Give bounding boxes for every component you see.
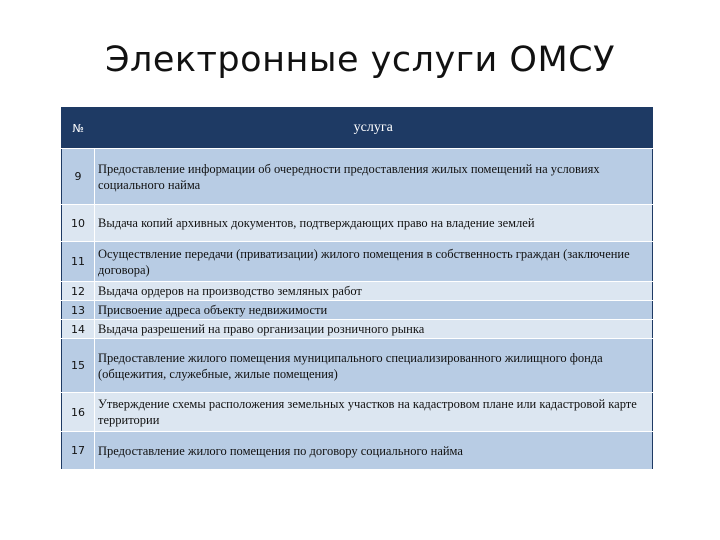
row-number: 9 <box>62 149 95 205</box>
table-row <box>62 205 653 242</box>
table-row <box>62 320 653 339</box>
row-number: 14 <box>62 320 95 339</box>
table-row <box>62 301 653 320</box>
row-number: 10 <box>62 205 95 242</box>
table-row <box>62 339 653 393</box>
service-name: Осуществление передачи (приватизации) жилого помещения в собственность граждан (заключение договора) <box>95 242 653 282</box>
row-number: 11 <box>62 242 95 282</box>
row-number: 12 <box>62 282 95 301</box>
table-header-row <box>62 108 653 149</box>
row-number: 17 <box>62 432 95 470</box>
service-name: Предоставление информации об очередности предоставления жилых помещений на условиях социального найма <box>95 149 653 205</box>
service-name: Присвоение адреса объекту недвижимости <box>95 301 653 320</box>
service-name: Предоставление жилого помещения по договору социального найма <box>95 432 653 470</box>
table-row <box>62 282 653 301</box>
table-row <box>62 242 653 282</box>
slide-title: Электронные услуги ОМСУ <box>105 40 615 80</box>
table-row <box>62 393 653 432</box>
table-row <box>62 149 653 205</box>
service-name: Выдача ордеров на производство земляных работ <box>95 282 653 301</box>
service-name: Утверждение схемы расположения земельных участков на кадастровом плане или кадастровой карте территории <box>95 393 653 432</box>
number-column-header: № <box>62 108 95 149</box>
row-number: 15 <box>62 339 95 393</box>
service-name: Выдача разрешений на право организации розничного рынка <box>95 320 653 339</box>
service-column-header: услуга <box>95 108 653 149</box>
row-number: 16 <box>62 393 95 432</box>
service-name: Предоставление жилого помещения муниципального специализированного жилищного фонда (общежития, служебные, жилые помещения) <box>95 339 653 393</box>
service-name: Выдача копий архивных документов, подтверждающих право на владение землей <box>95 205 653 242</box>
row-number: 13 <box>62 301 95 320</box>
table-row <box>62 432 653 470</box>
services-table <box>61 107 653 470</box>
